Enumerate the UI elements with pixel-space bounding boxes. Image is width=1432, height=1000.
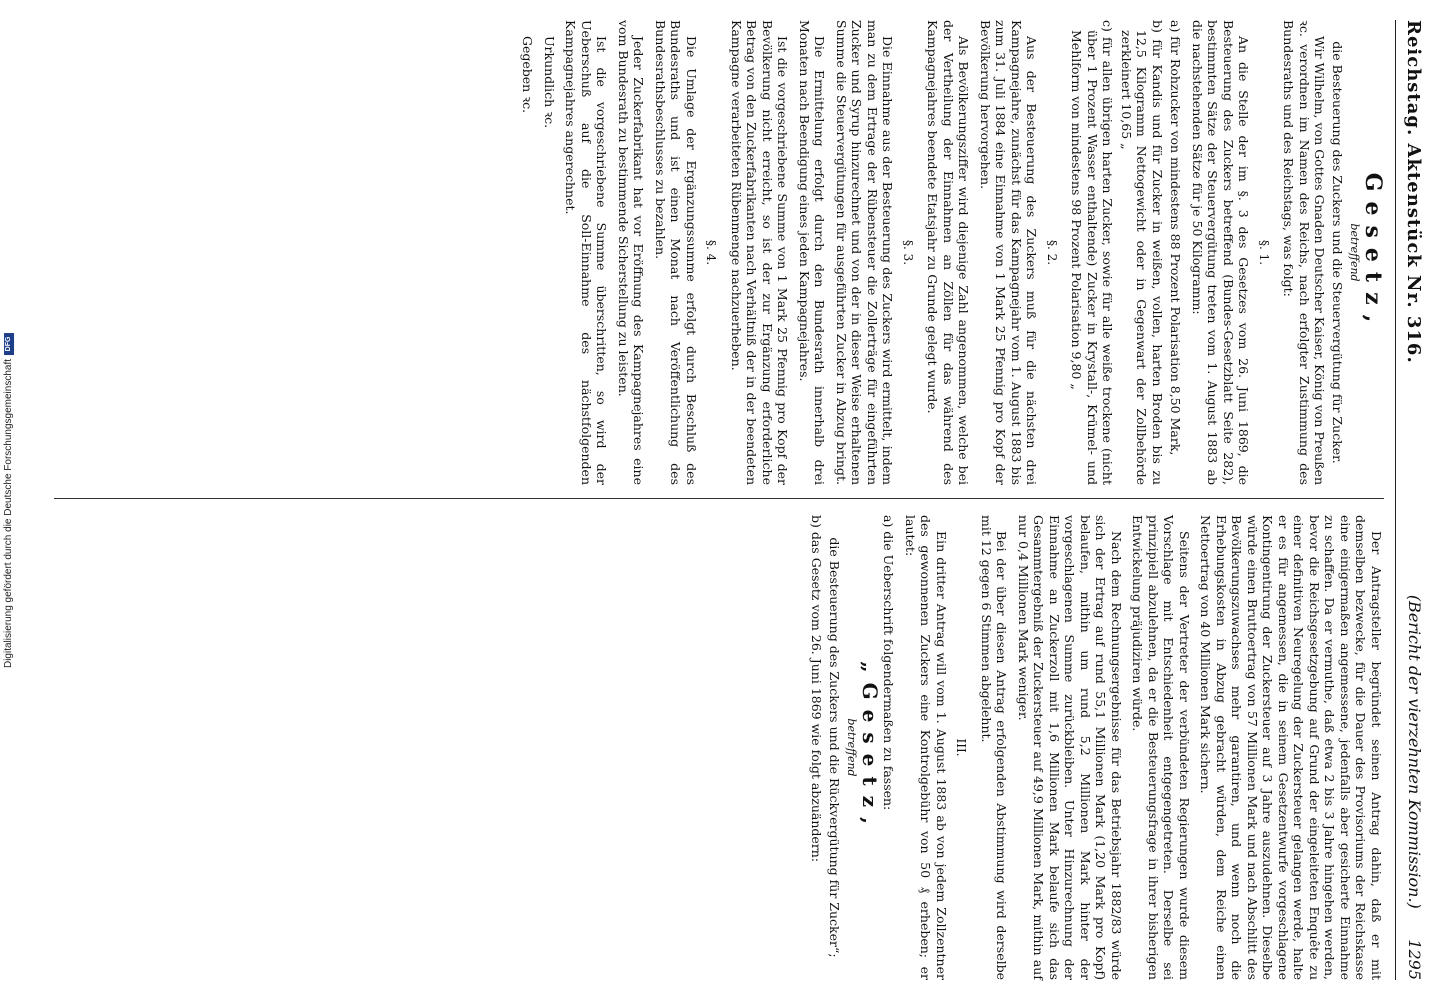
rate-item-c [1069, 20, 1116, 485]
header-commission: (Bericht der vierzehnten Kommission.) [1405, 594, 1424, 909]
column-divider [54, 498, 1384, 499]
section-4-text-3: Ist die vorgeschriebene Summe überschritten, so wird der Ueberschuß auf die Soll-Einnahme des nächstfolgenden Kampagnejahres angerechnet. [563, 20, 610, 485]
proposed-law-subtitle: betreffend [845, 718, 859, 777]
right-column [54, 515, 1384, 980]
report-paragraph-3: Nach dem Rechnungsergebnisse für das Betriebsjahr 1882/83 würde sich der Ertrag auf rund 55,1 Millionen Mark (1,20 Mark pro Kopf) belaufen, mithin um rund 5,2 Millionen Mark hinter der vorgeschlagenen Summe zurückbleiben. Unter Hinzurechnung der Einnahme an Zuckerzoll mit 1,6 Millionen Mark belaufe sich das Gesammtergebniß der Zuckersteuer auf 49,9 Millionen Mark, mithin auf nur 0,4 Millionen Mark weniger. [1016, 515, 1124, 980]
rate-item-amount: 9,80 „ [1069, 351, 1085, 390]
section-4-heading: §. 4. [704, 239, 719, 266]
section-2-text-2: Als Bevölkerungsziffer wird diejenige Zahl angenommen, welche bei der Vertheilung der Einnahmen an Zöllen für das während des Kampagnejahres beendete Etatsjahr zu Grunde gelegt wurde. [925, 20, 972, 485]
proposed-law-title: „Gesetz, [858, 661, 882, 834]
left-column [54, 20, 1384, 485]
law-subtitle: betreffend [1348, 223, 1362, 282]
rate-item-amount: 10,65 „ [1119, 103, 1134, 150]
law-title: Gesetz, [1360, 172, 1386, 333]
digitization-notice-text: Digitalisierung gefördert durch die Deutsche Forschungsgemeinschaft [3, 358, 15, 668]
report-paragraph-2: Seitens der Vertreter der verbündeten Regierungen wurde diesem Vorschlage mit Entschiedenheit entgegengetreten. Derselbe sei prinzipiell abzulehnen, da er die Besteuerungsfrage in ihrer bisherigen Entwickelung präjudiziren würde. [1130, 515, 1192, 980]
section-3-text-3: Ist die vorgeschriebene Summe von 1 Mark 25 Pfennig pro Kopf der Bevölkerung nicht erreicht, so ist der zur Ergänzung erforderliche Betrag von den Zuckerfabrikanten nach Verhältniß der in der beendeten Kampagne verarbeiteten Rübenmenge nachzuerheben. [729, 20, 791, 485]
rate-item-text: a) für Rohzucker von mindestens 88 Prozent Polarisation [1168, 20, 1184, 382]
report-paragraph-4: Bei der über diesen Antrag erfolgenden Abstimmung wird derselbe mit 12 gegen 6 Stimmen abgelehnt. [979, 515, 1010, 980]
section-2-text: Aus der Besteuerung des Zuckers muß für die nächsten drei Kampagnejahre, zunächst für das Kampagnejahr vom 1. August 1883 bis zum 31. Juli 1884 eine Einnahme von 1 Mark 25 Pfennig pro Kopf der Bevölkerung hervorgehen. [978, 20, 1040, 485]
header-right [1405, 595, 1424, 980]
law-subject: die Besteuerung des Zuckers und die Steuervergütung für Zucker. [1330, 41, 1345, 464]
proposed-law-subject: die Besteuerung des Zuckers und die Rückvergütung für Zucker“; [827, 537, 842, 958]
rate-item-text: b) für Kandis und für Zucker in weißen, vollen, harten Broden bis zu 12,5 Kilogramm Nettogewicht oder in Gegenwart der Zollbehörde zerkleinert [1119, 20, 1165, 485]
proposal-item-b: b) das Gesetz vom 26. Juni 1869 wie folgt abzuändern: [809, 515, 825, 863]
section-4-text-2: Jeder Zuckerfabrikant hat vor Eröffnung des Kampagnejahres eine vom Bundesrath zu bestimmende Sicherstellung zu leisten. [616, 20, 647, 485]
roman-heading: III. [954, 738, 969, 757]
digitization-notice [0, 0, 18, 1000]
scanned-page [30, 0, 1432, 1000]
rate-item-text: c) für allen übrigen harten Zucker, sowie für alle weiße trockene (nicht über 1 Prozent Wasser enthaltende) Zucker in Krystall-, Krümel- und Mehlform von mindestens 98 Prozent Polarisation [1069, 20, 1116, 485]
section-3-heading: §. 3. [901, 239, 915, 266]
page-number: 1295 [1405, 939, 1424, 980]
proposal-item-a: a) die Ueberschrift folgendermaßen zu fassen: [881, 515, 897, 811]
section-3-text: Die Einnahme aus der Besteuerung des Zuckers wird ermittelt, indem man zu dem Ertrage der Rübensteuer die Zollerträge für eingeführten Zucker und Syrup hinzurechnet und von der in dieser Weise erhaltenen Summe die Steuervergütungen für ausgeführten Zucker in Abzug bringt. [834, 20, 896, 485]
page-header [1395, 20, 1426, 980]
header-left: Reichstag. Aktenstück Nr. 316. [1403, 20, 1424, 364]
report-paragraph-5: Ein dritter Antrag will vom 1. August 1883 ab von jedem Zollzentner des gewonnenen Zuckers eine Kontrolgebühr von 50 ₰ erheben; er lautet: [903, 515, 949, 980]
report-paragraph-1: Der Antragsteller begründet seinen Antrag dahin, daß er mit demselben bezwecke, für die Dauer des Provisoriums der Reichskasse eine einigermaßen angemessene, jedenfalls aber gesicherte Einnahme zu schaffen. Da er vermuthe, daß etwa 2 bis 3 Jahre hingehen werden, bevor die Reichsgesetzgebung auf Grund der eingeleiteten Enquête zu einer definitiven Neuregelung der Zuckersteuer gelangen werde, halte er es für angemessen, die in seinem Gesetzentwurfe vorgeschlagene Kontingentirung der Zuckersteuer auf 3 Jahre auszudehnen. Dieselbe würde einen Bruttoertrag von 57 Millionen Mark und nach Abschlitt des Bevölkerungszuwachses mehr garantiren, und wenn noch die Erhebungskosten in Abzug gebracht würden, dem Reiche einen Nettoertrag von 40 Millionen Mark sichern. [1198, 515, 1384, 980]
section-1-heading: §. 1. [1257, 239, 1271, 266]
section-2-heading: §. 2. [1045, 239, 1059, 266]
section-1-text: An die Stelle der im §. 3 des Gesetzes vom 26. Juni 1869, die Besteuerung des Zuckers betreffend (Bundes-Gesetzblatt Seite 282), bestimmten Sätze der Steuervergütung treten vom 1. August 1883 ab die nachstehenden Sätze für je 50 Kilogramm: [1190, 20, 1252, 485]
rate-item-a [1168, 20, 1184, 485]
section-4-text: Die Umlage der Ergänzungssumme erfolgt durch Beschluß des Bundesraths und ist einen Monat nach Veröffentlichung des Bundesrathsbeschlusses zu bezahlen. [653, 20, 699, 485]
rate-item-amount: 8,50 Mark, [1168, 385, 1184, 456]
text-columns [54, 20, 1384, 980]
rate-item-b [1119, 20, 1166, 485]
closing-line-2: Gegeben ꝛc. [520, 36, 536, 114]
section-3-text-2: Die Ermittelung erfolgt durch den Bundesrath innerhalb drei Monaten nach Beendigung eines jeden Kampagnejahres. [797, 20, 828, 485]
dfg-logo: DFG [4, 332, 14, 354]
enactment-clause: Wir Wilhelm, von Gottes Gnaden Deutscher Kaiser, König von Preußen ꝛc. verordnen im Namen des Reichs, nach erfolgter Zustimmung des Bundesraths und des Reichstags, was folgt: [1281, 20, 1328, 485]
closing-line-1: Urkundlich ꝛc. [542, 36, 557, 129]
